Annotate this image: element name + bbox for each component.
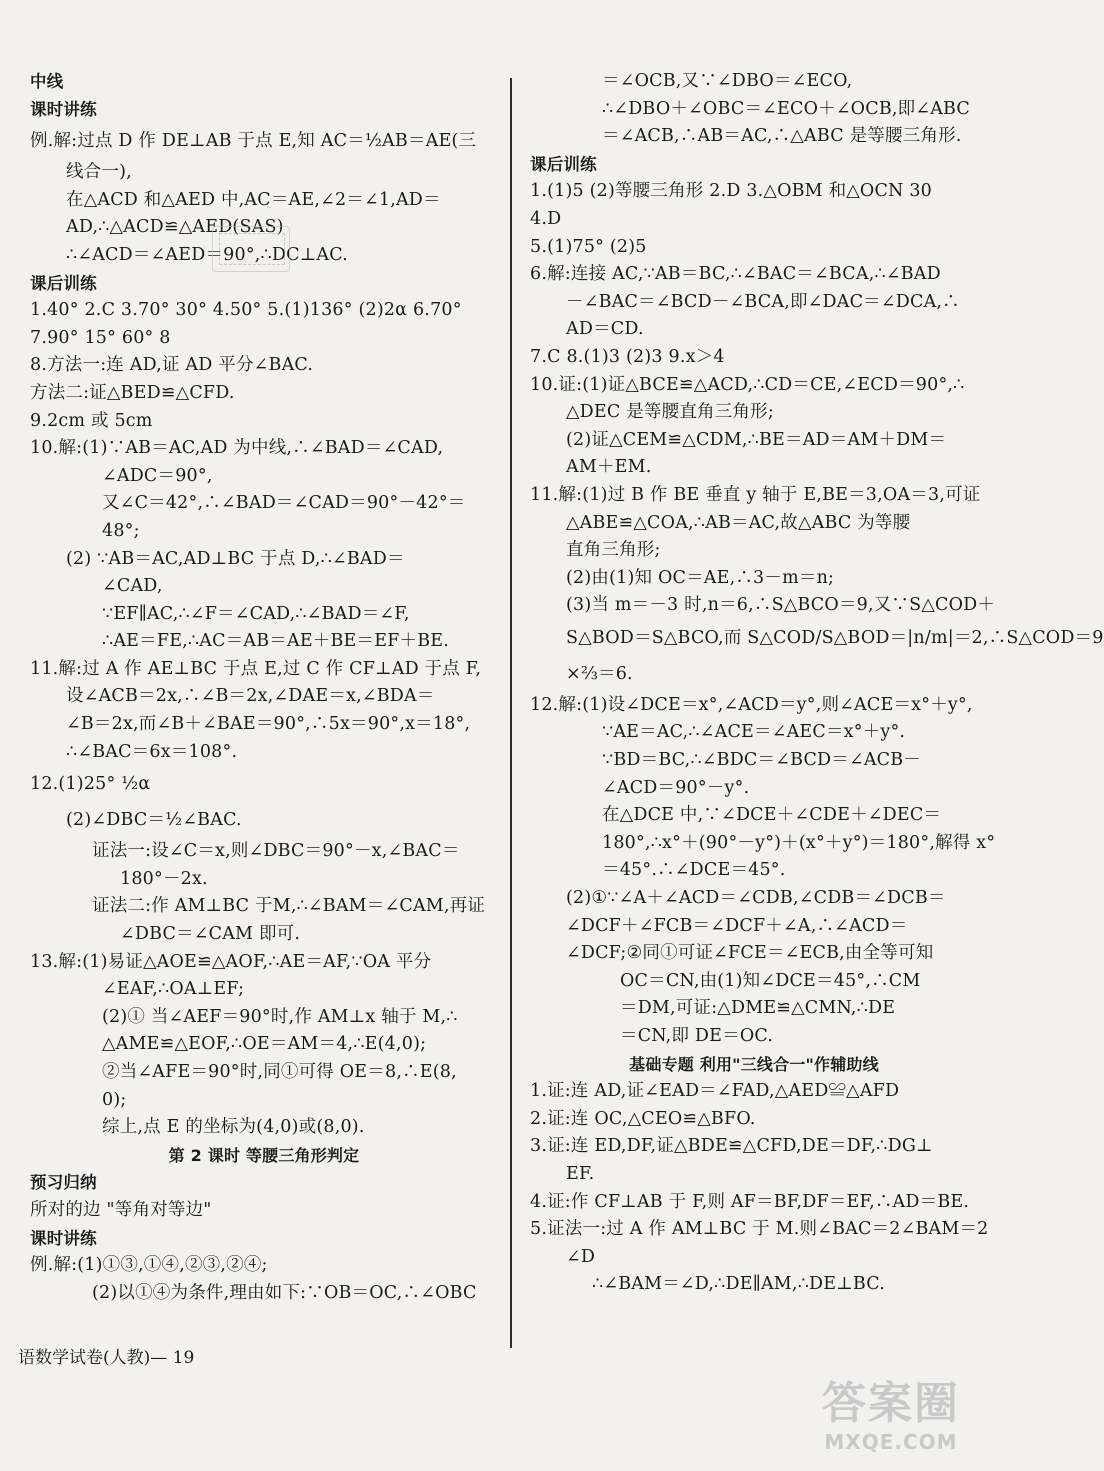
text-line: 在△ACD 和△AED 中,AC＝AE,∠2＝∠1,AD＝	[66, 189, 441, 210]
text-line: 5.证法一:过 A 作 AM⊥BC 于 M.则∠BAC＝2∠BAM＝2	[530, 1219, 989, 1240]
text-line: 1.证:连 AD,证∠EAD＝∠FAD,△AED≌△AFD	[530, 1081, 900, 1102]
text-line: ＝∠OCB,又∵∠DBO＝∠ECO,	[602, 71, 853, 91]
text-line: ×⅔＝6.	[566, 663, 633, 684]
text-line: 10.证:(1)证△BCE≌△ACD,∴CD＝CE,∠ECD＝90°,∴	[530, 374, 965, 395]
faint-stamp	[212, 226, 290, 272]
text-line: 预习归纳	[30, 1173, 97, 1193]
text-line: (2)∠DBC＝½∠BAC.	[66, 810, 242, 831]
text-line: ∴∠BAM＝∠D,∴DE∥AM,∴DE⊥BC.	[592, 1274, 885, 1295]
text-line: 直角三角形;	[566, 540, 661, 561]
text-line: (2)由(1)知 OC＝AE,∴3－m＝n;	[566, 567, 835, 588]
text-line: ∴∠BAC＝6x＝108°.	[66, 741, 238, 762]
text-line: 0);	[102, 1089, 127, 1110]
text-line: 4.D	[530, 208, 562, 229]
text-line: 课后训练	[530, 154, 597, 174]
text-line: △DEC 是等腰直角三角形;	[566, 402, 774, 423]
text-line: 课时讲练	[30, 99, 97, 119]
text-line: 线合一),	[66, 162, 132, 183]
text-line: 2.证:连 OC,△CEO≌△BFO.	[530, 1108, 756, 1129]
text-line: △ABE≌△COA,∴AB＝AC,故△ABC 为等腰	[566, 512, 911, 533]
text-line: 所对的边 "等角对等边"	[30, 1199, 212, 1220]
text-line: 例.解:过点 D 作 DE⊥AB 于点 E,知 AC＝½AB＝AE(三	[30, 131, 477, 152]
text-line: 11.解:(1)过 B 作 BE 垂直 y 轴于 E,BE＝3,OA＝3,可证	[530, 484, 981, 505]
text-line: 180°,∴x°＋(90°－y°)＋(x°＋y°)＝180°,解得 x°	[602, 832, 996, 853]
watermark-url: MXQE.COM	[824, 1430, 958, 1454]
text-line: ∵BD＝BC,∴∠BDC＝∠BCD＝∠ACB－	[602, 750, 922, 771]
text-line: 综上,点 E 的坐标为(4,0)或(8,0).	[102, 1117, 365, 1138]
text-line: 证法一:设∠C＝x,则∠DBC＝90°－x,∠BAC＝	[92, 841, 460, 862]
text-line: 方法二:证△BED≌△CFD.	[30, 382, 235, 403]
text-line: 1.(1)5 (2)等腰三角形 2.D 3.△OBM 和△OCN 30	[530, 181, 933, 202]
text-line: 8.方法一:连 AD,证 AD 平分∠BAC.	[30, 355, 314, 376]
text-line: (2)证△CEM≌△CDM,∴BE＝AD＝AM＋DM＝	[566, 429, 947, 450]
right-column	[530, 68, 1104, 1299]
text-line: (3)当 m＝－3 时,n＝6,∴S△BCO＝9,又∵S△COD＋	[566, 595, 996, 616]
text-line: △AME≌△EOF,∴OE＝AM＝4,∴E(4,0);	[102, 1034, 427, 1055]
page-footer: 语数学试卷(人教)— 19	[18, 1348, 195, 1368]
text-line: ∠ADC＝90°,	[102, 465, 213, 486]
text-line: 3.证:连 ED,DF,证△BDE≌△CFD,DE＝DF,∴DG⊥	[530, 1136, 933, 1157]
text-line: (2)① 当∠AEF＝90°时,作 AM⊥x 轴于 M,∴	[102, 1006, 458, 1027]
watermark-title: 答案圈	[822, 1378, 960, 1429]
text-line: ＝DM,可证:△DME≌△CMN,∴DE	[620, 998, 896, 1019]
text-line: ＝45°.∴∠DCE＝45°.	[602, 860, 786, 881]
text-line: 4.证:作 CF⊥AB 于 F,则 AF＝BF,DF＝EF,∴AD＝BE.	[530, 1191, 970, 1212]
text-line: ∴∠DBO＋∠OBC＝∠ECO＋∠OCB,即∠ABC	[602, 98, 971, 119]
text-line: 11.解:过 A 作 AE⊥BC 于点 E,过 C 作 CF⊥AD 于点 F,	[30, 658, 482, 679]
text-line: S△BOD＝S△BCO,而 S△COD/S△BOD＝|n/m|＝2,∴S△COD＝9	[566, 627, 1104, 648]
text-line: ∠EAF,∴OA⊥EF;	[102, 979, 245, 1000]
text-line: (2)以①④为条件,理由如下:∵OB＝OC,∴∠OBC	[92, 1282, 477, 1303]
text-line: AD＝CD.	[566, 319, 644, 340]
text-line: 在△DCE 中,∵∠DCE＋∠CDE＋∠DEC＝	[602, 805, 942, 826]
text-line: 180°－2x.	[120, 868, 208, 889]
text-line: ∠DBC＝∠CAM 即可.	[120, 924, 301, 945]
text-line: 中线	[30, 72, 64, 91]
text-line: EF.	[566, 1163, 595, 1184]
text-line: 证法二:作 AM⊥BC 于M,∴∠BAM＝∠CAM,再证	[92, 896, 486, 917]
text-line: ∠CAD,	[102, 576, 163, 597]
text-line: 设∠ACB＝2x,∴∠B＝2x,∠DAE＝x,∠BDA＝	[66, 686, 435, 707]
text-line: ∠B＝2x,而∠B＋∠BAE＝90°,∴5x＝90°,x＝18°,	[66, 714, 471, 735]
text-line: ∠DCF＋∠FCB＝∠DCF＋∠A,∴∠ACD＝	[566, 915, 908, 936]
text-line: (2)①∵∠A＋∠ACD＝∠CDB,∠CDB＝∠DCB＝	[566, 888, 946, 909]
text-line: ∵AE＝AC,∴∠ACE＝∠AEC＝x°＋y°.	[602, 722, 906, 743]
text-line: OC＝CN,由(1)知∠DCE＝45°,∴CM	[620, 970, 921, 991]
text-line: AD,∴△ACD≌△AED(SAS)	[66, 217, 284, 238]
text-line: 48°;	[102, 520, 140, 541]
text-line: ∠D	[566, 1246, 596, 1267]
text-line: 1.40° 2.C 3.70° 30° 4.50° 5.(1)136° (2)2α 6.70°	[30, 300, 462, 321]
text-line: ∠DCF;②同①可证∠FCE＝∠ECB,由全等可知	[566, 943, 934, 964]
text-line: ＝∠ACB,∴AB＝AC,∴△ABC 是等腰三角形.	[602, 126, 962, 147]
column-divider	[510, 78, 512, 1348]
text-line: 7.90° 15° 60° 8	[30, 327, 171, 348]
text-line: 基础专题 利用"三线合一"作辅助线	[629, 1054, 879, 1074]
text-line: (2) ∵AB＝AC,AD⊥BC 于点 D,∴∠BAD＝	[66, 548, 405, 569]
text-line: ∵EF∥AC,∴∠F＝∠CAD,∴∠BAD＝∠F,	[102, 603, 410, 624]
text-line: 13.解:(1)易证△AOE≌△AOF,∴AE＝AF,∵OA 平分	[30, 951, 432, 972]
text-line: 10.解:(1)∵AB＝AC,AD 为中线,∴∠BAD＝∠CAD,	[30, 438, 444, 459]
text-line: ∴∠ACD＝∠AED＝90°,∴DC⊥AC.	[66, 244, 348, 265]
text-line: 课时讲练	[30, 1228, 97, 1248]
text-line: －∠BAC＝∠BCD－∠BCA,即∠DAC＝∠DCA,∴	[566, 291, 960, 312]
text-line: 6.解:连接 AC,∵AB＝BC,∴∠BAC＝∠BCA,∴∠BAD	[530, 264, 941, 285]
text-line: 12.(1)25° ½α	[30, 774, 151, 795]
text-line: ∴AE＝FE,∴AC＝AB＝AE＋BE＝EF＋BE.	[102, 631, 450, 652]
text-line: 12.解:(1)设∠DCE＝x°,∠ACD＝y°,则∠ACE＝x°＋y°,	[530, 694, 973, 715]
text-line: ＝CN,即 DE＝OC.	[620, 1026, 774, 1046]
text-line: 第 2 课时 等腰三角形判定	[168, 1145, 360, 1165]
text-line: ②当∠AFE＝90°时,同①可得 OE＝8,∴E(8,	[102, 1062, 457, 1082]
text-line: 9.2cm 或 5cm	[30, 410, 153, 431]
text-line: 课后训练	[30, 273, 97, 293]
text-line: AM＋EM.	[566, 457, 652, 478]
watermark-logo	[796, 1378, 986, 1466]
text-line: ∠ACD＝90°－y°.	[602, 777, 750, 798]
text-line: 例.解:(1)①③,①④,②③,②④;	[30, 1255, 268, 1276]
text-line: 又∠C＝42°,∴∠BAD＝∠CAD＝90°－42°＝	[102, 493, 466, 514]
text-line: 7.C 8.(1)3 (2)3 9.x＞4	[530, 346, 725, 367]
text-line: 5.(1)75° (2)5	[530, 236, 647, 257]
